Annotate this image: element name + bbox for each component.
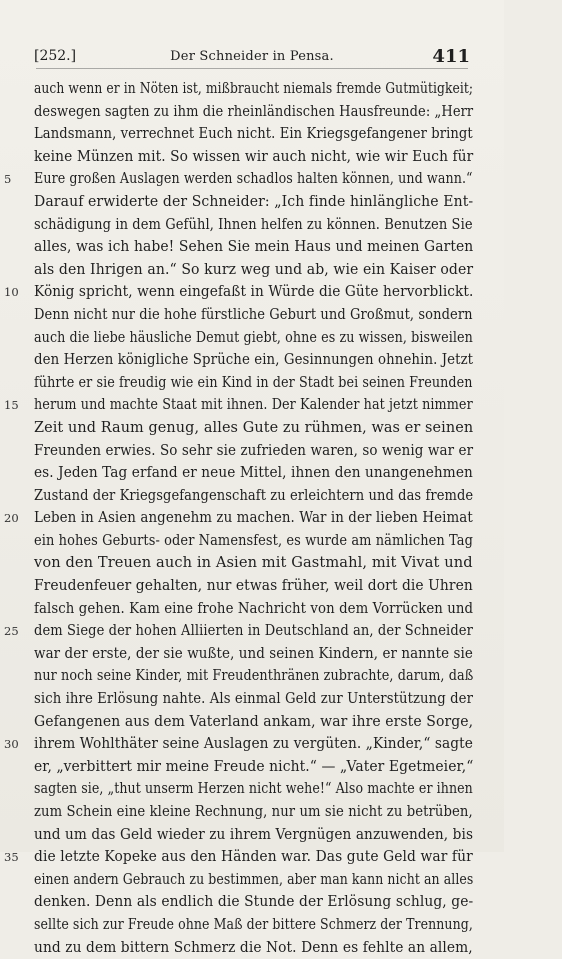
- line-number: 5: [4, 172, 12, 187]
- header-rule: [36, 68, 468, 69]
- text-line: [34, 372, 473, 395]
- text-line: [34, 146, 473, 169]
- text-line: [34, 78, 473, 101]
- text-line: [4, 281, 474, 304]
- text-line: [34, 101, 473, 124]
- line-text: den Herzen königliche Sprüche ein, Gesinnungen ohnehin. Jetzt: [34, 351, 474, 369]
- line-text: dem Siege der hohen Alliierten in Deutschland an, der Schneider: [34, 622, 473, 640]
- text-line: [34, 869, 473, 892]
- text-line: [34, 778, 473, 801]
- line-text: auch die liebe häusliche Demut giebt, ohne es zu wissen, bisweilen: [34, 328, 473, 346]
- text-line: [34, 598, 473, 621]
- line-text: keine Münzen mit. So wissen wir auch nicht, wie wir Euch für: [34, 147, 474, 165]
- text-line: [34, 417, 473, 440]
- line-text: sich ihre Erlösung nahte. Als einmal Geld zur Unterstützung der: [34, 690, 474, 708]
- text-line: [34, 688, 473, 711]
- text-line: [34, 711, 473, 734]
- line-text: Gefangenen aus dem Vaterland ankam, war ihre erste Sorge,: [34, 712, 474, 730]
- line-text: falsch gehen. Kam eine frohe Nachricht von dem Vorrücken und: [34, 599, 474, 617]
- text-line: [34, 327, 473, 350]
- text-line: [34, 462, 473, 485]
- text-line: [4, 620, 473, 643]
- line-text: deswegen sagten zu ihm die rheinländischen Hausfreunde: „Herr: [34, 102, 474, 120]
- line-text: es. Jeden Tag erfand er neue Mittel, ihnen den unangenehmen: [34, 464, 473, 482]
- line-text: sagten sie, „thut unserm Herzen nicht wehe!“ Also machte er ihnen: [34, 780, 473, 798]
- text-line: [34, 349, 473, 372]
- line-text: als den Ihrigen an.“ So kurz weg und ab, wie ein Kaiser oder: [34, 260, 474, 278]
- line-number: 30: [4, 737, 19, 752]
- text-line: [34, 552, 473, 575]
- text-line: [4, 507, 473, 530]
- line-text: zum Schein eine kleine Rechnung, nur um sie nicht zu betrüben,: [34, 803, 473, 820]
- line-text: sellte sich zur Freude ohne Maß der bittere Schmerz der Trennung,: [34, 915, 473, 933]
- text-line: [34, 937, 473, 959]
- text-line: [34, 440, 473, 463]
- text-line: [34, 304, 473, 327]
- line-number: 35: [4, 850, 19, 865]
- line-number: 15: [4, 398, 19, 413]
- line-text: die letzte Kopeke aus den Händen war. Das gute Geld war für: [34, 848, 473, 866]
- line-text: denken. Denn als endlich die Stunde der Erlösung schlug, ge-: [34, 893, 474, 911]
- text-line: [4, 733, 473, 756]
- line-text: ein hohes Geburts- oder Namensfest, es wurde am nämlichen Tag: [34, 531, 473, 549]
- text-line: [34, 485, 473, 508]
- text-line: [34, 643, 473, 666]
- line-text: Freunden erwies. So sehr sie zufrieden waren, so wenig war er: [34, 441, 474, 459]
- text-line: [34, 123, 473, 146]
- line-text: von den Treuen auch in Asien mit Gastmahl, mit Vivat und: [34, 554, 473, 572]
- line-text: er, „verbittert mir meine Freude nicht.“ — „Vater Egetmeier,“: [34, 757, 474, 775]
- line-text: und um das Geld wieder zu ihrem Vergnügen anzuwenden, bis: [34, 825, 474, 843]
- line-text: auch wenn er in Nöten ist, mißbraucht niemals fremde Gutmütigkeit;: [34, 80, 474, 97]
- line-number: 25: [4, 624, 19, 639]
- line-text: König spricht, wenn eingefaßt in Würde die Güte hervorblickt.: [34, 283, 474, 301]
- line-text: schädigung in dem Gefühl, Ihnen helfen zu können. Benutzen Sie: [34, 215, 473, 233]
- text-line: [34, 891, 473, 914]
- text-line: [34, 914, 473, 937]
- text-line: [34, 191, 473, 214]
- bracket-page-number: [252.]: [34, 48, 77, 64]
- line-text: ihrem Wohlthäter seine Auslagen zu vergüten. „Kinder,“ sagte: [34, 735, 473, 753]
- text-line: [34, 530, 473, 553]
- text-line: [34, 236, 473, 259]
- text-line: [34, 801, 473, 824]
- line-text: war der erste, der sie wußte, und seinen Kindern, er nannte sie: [34, 644, 473, 662]
- line-text: Zustand der Kriegsgefangenschaft zu erleichtern und das fremde: [34, 486, 474, 504]
- line-text: Denn nicht nur die hohe fürstliche Geburt und Großmut, sondern: [34, 305, 473, 323]
- line-number: 10: [4, 285, 19, 300]
- line-text: Darauf erwiderte der Schneider: „Ich finde hinlängliche Ent-: [34, 192, 474, 210]
- text-line: [4, 168, 473, 191]
- text-line: [4, 846, 473, 869]
- line-text: Zeit und Raum genug, alles Gute zu rühmen, was er seinen: [34, 418, 474, 436]
- page-number: 411: [432, 46, 470, 67]
- line-text: und zu dem bittern Schmerz die Not. Denn es fehlte an allem,: [34, 938, 473, 956]
- text-line: [34, 756, 473, 779]
- line-text: alles, was ich habe! Sehen Sie mein Haus und meinen Garten: [34, 238, 474, 256]
- text-line: [34, 824, 473, 847]
- line-text: Landsmann, verrechnet Euch nicht. Ein Kriegsgefangener bringt: [34, 125, 473, 143]
- text-line: [34, 214, 473, 237]
- text-line: [34, 259, 473, 282]
- line-text: Eure großen Auslagen werden schadlos halten können, und wann.“: [34, 170, 473, 188]
- line-text: Freudenfeuer gehalten, nur etwas früher, weil dort die Uhren: [34, 577, 473, 595]
- running-title: Der Schneider in Pensa.: [170, 49, 334, 64]
- line-number: 20: [4, 511, 19, 526]
- text-line: [4, 394, 473, 417]
- text-line: [34, 665, 473, 688]
- line-text: einen andern Gebrauch zu bestimmen, aber man kann nicht an alles: [34, 870, 474, 888]
- body-text: [4, 78, 474, 959]
- line-text: nur noch seine Kinder, mit Freudenthränen zubrachte, darum, daß: [34, 667, 474, 685]
- line-text: herum und machte Staat mit ihnen. Der Kalender hat jetzt nimmer: [34, 396, 473, 414]
- line-text: führte er sie freudig wie ein Kind in der Stadt bei seinen Freunden: [34, 373, 473, 391]
- page-header: [34, 48, 470, 70]
- text-line: [34, 575, 473, 598]
- line-text: Leben in Asien angenehm zu machen. War in der lieben Heimat: [34, 509, 473, 527]
